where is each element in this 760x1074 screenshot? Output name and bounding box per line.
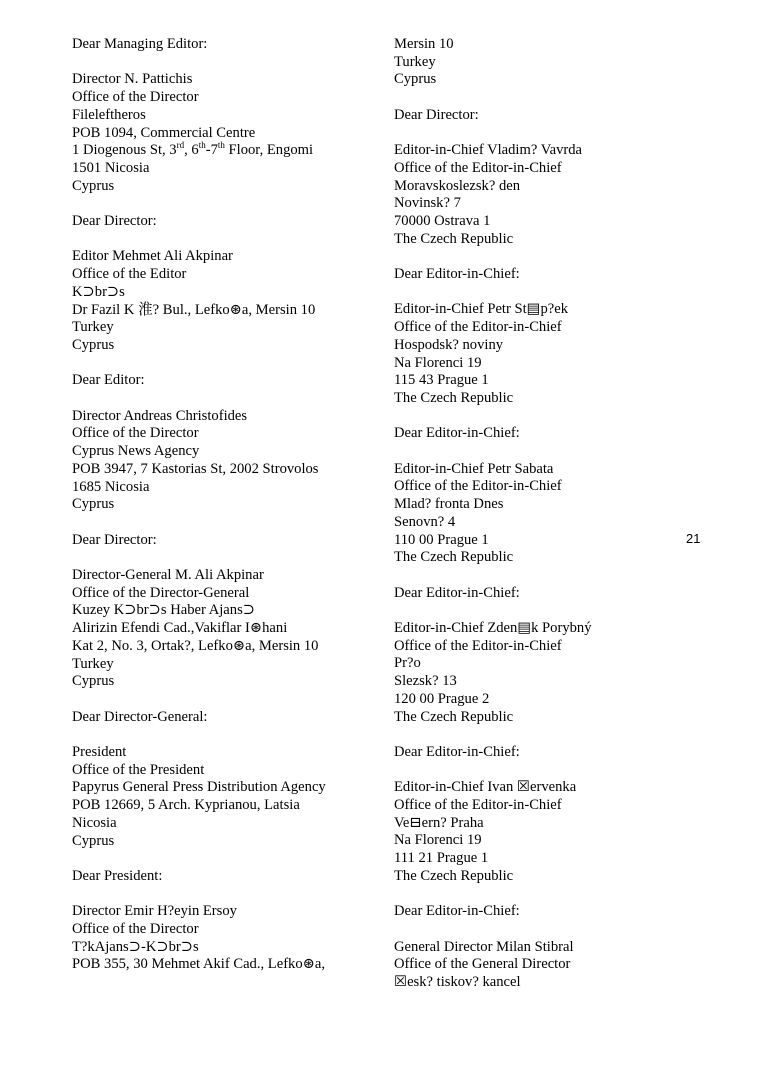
salutation-text: Dear Director: [72, 213, 157, 229]
address-line: Office of the Editor-in-Chief [394, 319, 562, 336]
address-line: Office of the Director-General [72, 584, 250, 601]
address-line: Fileleftheros [72, 106, 146, 123]
address-text-segment: , 6 [184, 142, 199, 159]
address-line: Director N. Pattichis [72, 71, 193, 88]
address-block [394, 301, 694, 407]
address-line: Senovn? 4 [394, 513, 456, 530]
address-line: Editor-in-Chief Petr Sabata [394, 460, 554, 477]
block-spacer [72, 54, 372, 72]
address-line: President [72, 743, 127, 760]
address-line: K⊃br⊃s [72, 283, 125, 300]
salutation [72, 372, 372, 390]
address-block [394, 939, 694, 992]
address-line [72, 142, 372, 160]
address-block [394, 620, 694, 726]
address-line: Office of the Editor-in-Chief [394, 637, 562, 654]
address-line: 111 21 Prague 1 [394, 850, 489, 867]
block-spacer [394, 602, 694, 620]
address-line: Cyprus [394, 71, 437, 88]
address-line: Cyprus [72, 832, 115, 849]
block-spacer [394, 567, 694, 585]
address-line: Director Andreas Christofides [72, 407, 248, 424]
address-text-segment: -7 [205, 142, 218, 159]
salutation [394, 903, 694, 921]
ordinal-suffix: rd [176, 140, 185, 151]
address-line: Dr Fazil K 淮? Bul., Lefko⊛a, Mersin 10 [72, 301, 316, 318]
ordinal-suffix: th [198, 140, 206, 151]
ordinal-suffix: th [217, 140, 225, 151]
address-line: Office of the Editor-in-Chief [394, 478, 562, 495]
address-block [394, 779, 694, 885]
address-block [72, 567, 372, 691]
address-line: Turkey [394, 53, 436, 70]
address-block [72, 903, 372, 974]
block-spacer [394, 248, 694, 266]
block-spacer [394, 762, 694, 780]
block-spacer [72, 691, 372, 709]
address-line: POB 12669, 5 Arch. Kyprianou, Latsia [72, 797, 300, 814]
address-line: Turkey [72, 319, 114, 336]
address-line: The Czech Republic [394, 867, 514, 884]
salutation-text: Dear Editor: [72, 372, 145, 389]
salutation-text: Dear Director: [72, 531, 157, 548]
address-line: Novinsk? 7 [394, 195, 461, 212]
salutation-text: Dear Editor-in-Chief: [394, 903, 520, 920]
salutation [394, 585, 694, 603]
address-line: The Czech Republic [394, 390, 514, 406]
address-line: Hospodsk? noviny [394, 336, 504, 353]
address-line: Moravskoslezsk? den [394, 177, 521, 194]
address-line: Nicosia [72, 814, 117, 831]
address-line: Cyprus [72, 673, 115, 690]
address-line: Cyprus News Agency [72, 443, 200, 460]
left-column [72, 36, 372, 974]
address-block [72, 408, 372, 514]
right-column [394, 36, 694, 992]
address-line: Cyprus [72, 336, 115, 353]
address-line: 120 00 Prague 2 [394, 690, 490, 707]
address-line: T?kAjans⊃-K⊃br⊃s [72, 938, 199, 955]
block-spacer [72, 355, 372, 373]
block-spacer [72, 231, 372, 249]
salutation-text: Dear Editor-in-Chief: [394, 266, 520, 283]
address-line: Office of the Director [72, 89, 199, 106]
salutation [394, 425, 694, 443]
address-line: ☒esk? tiskov? kancel [394, 974, 521, 991]
salutation [72, 36, 372, 54]
address-block [394, 142, 694, 248]
block-spacer [394, 125, 694, 143]
address-line: 1501 Nicosia [72, 159, 150, 176]
block-spacer [72, 195, 372, 213]
salutation-text: Dear Director-General: [72, 708, 208, 725]
salutation-text: Dear Editor-in-Chief: [394, 584, 520, 601]
block-spacer [72, 514, 372, 532]
address-line: Office of the General Director [394, 956, 571, 973]
address-line: POB 1094, Commercial Centre [72, 124, 256, 141]
block-spacer [394, 408, 694, 426]
address-block [72, 248, 372, 354]
address-line: Director Emir H?eyin Ersoy [72, 903, 237, 920]
address-text-segment: Floor, Engomi [224, 142, 314, 159]
salutation-text: Dear Editor-in-Chief: [394, 743, 520, 760]
address-line: Kat 2, No. 3, Ortak?, Lefko⊛a, Mersin 10 [72, 637, 319, 654]
block-spacer [72, 850, 372, 868]
address-line: Mlad? fronta Dnes [394, 496, 504, 513]
salutation [72, 709, 372, 727]
salutation-text: Dear President: [72, 867, 163, 884]
salutation [72, 213, 372, 231]
address-line: Office of the Director [72, 425, 199, 442]
address-line: Director-General M. Ali Akpinar [72, 566, 264, 583]
address-line: Editor-in-Chief Vladim? Vavrda [394, 142, 583, 159]
block-spacer [72, 886, 372, 904]
address-line: Editor-in-Chief Ivan ☒ervenka [394, 779, 577, 796]
address-line: POB 355, 30 Mehmet Akif Cad., Lefko⊛a, [72, 956, 325, 973]
address-block [72, 744, 372, 850]
address-line: Papyrus General Press Distribution Agency [72, 779, 326, 796]
address-line: Pr?o [394, 655, 421, 672]
address-line: Editor-in-Chief Zden▤k Porybný [394, 620, 592, 637]
address-line: Editor-in-Chief Petr St▤p?ek [394, 301, 568, 318]
address-line: 70000 Ostrava 1 [394, 213, 491, 229]
page-number: 21 [686, 531, 701, 546]
address-block [394, 36, 694, 89]
address-line: 110 00 Prague 1 [394, 531, 489, 548]
block-spacer [72, 390, 372, 408]
address-line: Ve⊟ern? Praha [394, 814, 484, 831]
salutation [394, 107, 694, 125]
block-spacer [72, 726, 372, 744]
address-line: Turkey [72, 655, 114, 672]
salutation-text: Dear Director: [394, 106, 479, 123]
address-line: 115 43 Prague 1 [394, 372, 489, 389]
address-line: The Czech Republic [394, 230, 514, 247]
address-line: Cyprus [72, 496, 115, 513]
address-line: The Czech Republic [394, 708, 514, 725]
address-line: Office of the President [72, 761, 205, 778]
salutation [394, 744, 694, 762]
address-line: The Czech Republic [394, 549, 514, 566]
address-line: Na Florenci 19 [394, 832, 482, 849]
block-spacer [394, 921, 694, 939]
address-line: Office of the Editor-in-Chief [394, 797, 562, 814]
address-line: Mersin 10 [394, 36, 454, 52]
address-line: Alirizin Efendi Cad.,Vakiflar I⊛hani [72, 620, 288, 637]
salutation-text: Dear Editor-in-Chief: [394, 425, 520, 442]
address-line: Office of the Editor-in-Chief [394, 159, 562, 176]
address-line: General Director Milan Stibral [394, 938, 574, 955]
address-line: 1685 Nicosia [72, 478, 150, 495]
salutation [394, 266, 694, 284]
address-line: Slezsk? 13 [394, 673, 457, 690]
address-line: Na Florenci 19 [394, 354, 482, 371]
address-line: Office of the Editor [72, 266, 187, 283]
salutation [72, 532, 372, 550]
block-spacer [394, 89, 694, 107]
address-text-segment: 1 Diogenous St, 3 [72, 142, 177, 159]
block-spacer [72, 549, 372, 567]
address-block [72, 71, 372, 195]
block-spacer [394, 726, 694, 744]
salutation-text: Dear Managing Editor: [72, 36, 208, 52]
address-line: Editor Mehmet Ali Akpinar [72, 248, 233, 265]
address-block [394, 461, 694, 567]
block-spacer [394, 886, 694, 904]
salutation [72, 868, 372, 886]
address-line: Kuzey K⊃br⊃s Haber Ajans⊃ [72, 602, 255, 619]
address-line: Office of the Director [72, 920, 199, 937]
block-spacer [394, 443, 694, 461]
block-spacer [394, 284, 694, 302]
address-line: Cyprus [72, 177, 115, 194]
address-line: POB 3947, 7 Kastorias St, 2002 Strovolos [72, 460, 319, 477]
